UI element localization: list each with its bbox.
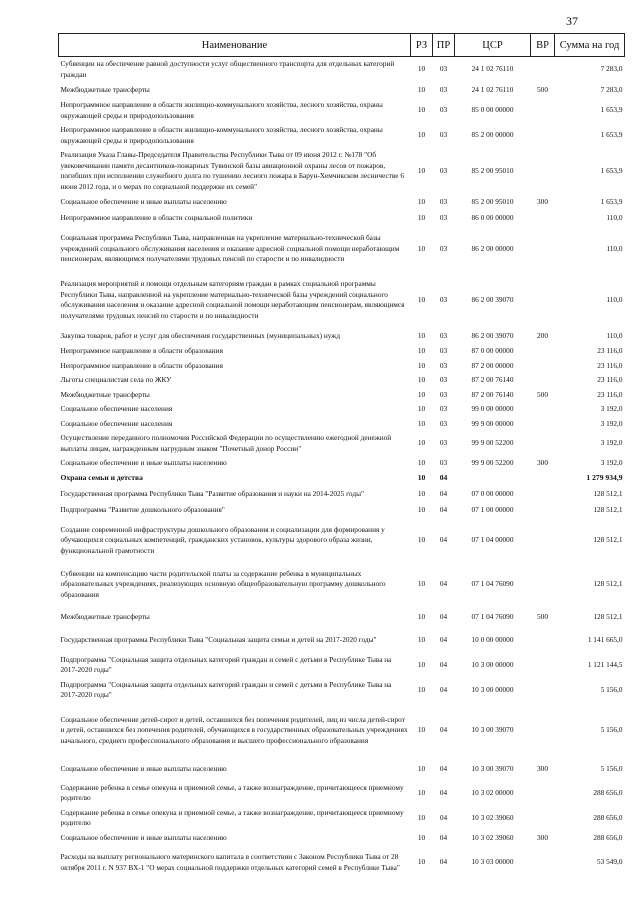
row-csr: 07 1 04 76090 — [471, 612, 514, 622]
row-csr: 07 1 00 00000 — [471, 505, 514, 515]
row-vr — [531, 629, 555, 653]
row-rz: 10 — [417, 612, 426, 622]
table-row — [59, 563, 625, 607]
row-name: Осуществление переданного полномочия Российской Федерации по осуществлению ежегодной денежной выплаты лицам, награжденным нагрудным знаком "Почетный донор России" — [60, 433, 392, 453]
row-name: Социальное обеспечение и иные выплаты населению — [60, 458, 227, 467]
row-csr — [455, 471, 531, 487]
row-pr: 03 — [439, 196, 448, 206]
row-rz: 10 — [417, 579, 426, 589]
row-csr: 99 0 00 00000 — [471, 404, 514, 413]
row-csr: 07 1 04 76090 — [471, 579, 514, 589]
row-name: Социальное обеспечение и иные выплаты населению — [60, 764, 227, 774]
row-pr: 04 — [439, 489, 448, 499]
row-rz: 10 — [417, 346, 426, 355]
row-rz: 10 — [417, 812, 426, 822]
row-csr: 10 3 02 39060 — [471, 833, 514, 843]
row-pr: 04 — [439, 812, 448, 822]
row-vr — [531, 678, 555, 703]
row-rz: 10 — [417, 725, 426, 735]
table-row — [59, 503, 625, 519]
row-name: Субвенции на компенсацию части родительской платы за содержание ребенка в муниципальных образовательных учреждениях, реализующих основную общеобразовательную программу дошкольного образования — [60, 568, 386, 599]
row-sum: 23 116,0 — [597, 389, 623, 399]
row-vr: 300 — [537, 458, 548, 467]
row-csr: 99 9 00 52200 — [471, 458, 514, 467]
header-csr: ЦСР — [455, 34, 531, 57]
row-sum: 1 653,9 — [600, 105, 623, 115]
table-row — [59, 82, 625, 98]
row-name: Государственная программа Республики Тыва "Социальная защита семьи и детей на 2017-2020 годы" — [60, 635, 377, 645]
row-vr — [531, 781, 555, 806]
table-row — [59, 456, 625, 471]
row-sum: 288 656,0 — [593, 833, 623, 843]
row-pr: 03 — [439, 375, 448, 384]
row-vr — [531, 519, 555, 563]
row-pr: 04 — [439, 505, 448, 515]
row-name: Содержание ребенка в семье опекуна и приемной семье, а также вознаграждение, причитающееся приемному родителю — [60, 807, 404, 827]
row-csr: 10 3 00 39070 — [471, 725, 514, 735]
row-name: Охрана семьи и детства — [60, 473, 143, 483]
row-sum: 1 121 144,5 — [587, 659, 623, 669]
header-rz: РЗ — [411, 34, 433, 57]
row-rz: 10 — [417, 330, 426, 340]
row-pr: 03 — [439, 84, 448, 94]
row-rz: 10 — [417, 375, 426, 384]
row-vr — [531, 847, 555, 879]
row-name: Льготы специалистам села по ЖКУ — [60, 375, 172, 384]
row-name: Подпрограмма "Социальная защита отдельных категорий граждан и семей с детьми в Республике Тыва на 2017-2020 годы" — [60, 679, 392, 699]
header-name: Наименование — [59, 34, 411, 57]
row-rz: 10 — [417, 438, 426, 448]
row-pr: 04 — [439, 833, 448, 843]
row-vr — [531, 503, 555, 519]
row-sum: 128 512,1 — [593, 505, 623, 515]
row-vr — [531, 703, 555, 759]
row-sum: 128 512,1 — [593, 535, 623, 545]
row-csr: 07 0 00 00000 — [471, 489, 514, 499]
row-sum: 3 192,0 — [600, 438, 623, 448]
row-sum: 110,0 — [606, 294, 623, 304]
row-sum: 128 512,1 — [593, 489, 623, 499]
table-row — [59, 402, 625, 417]
row-name: Социальное обеспечение и иные выплаты населению — [60, 833, 227, 843]
row-vr: 300 — [537, 764, 548, 774]
row-name: Реализация мероприятий и помощи отдельным категориям граждан в рамках социальной программы Республики Тыва, направленной на укрепление материально-технической базы учреждений социального обслуживания населения и оказание адресной социальной помощи неработающим пенсионерам, являющимся получателями трудовых пенсий по старости и по инвалидности — [60, 279, 405, 320]
row-rz: 10 — [417, 196, 426, 206]
row-vr: 500 — [537, 389, 548, 399]
row-rz: 10 — [417, 489, 426, 499]
row-name: Межбюджетные трансферты — [60, 84, 150, 94]
row-csr: 10 3 00 00000 — [471, 659, 514, 669]
header-sum: Сумма на год — [555, 34, 625, 57]
row-name: Межбюджетные трансферты — [60, 389, 150, 399]
row-pr: 04 — [439, 635, 448, 645]
table-header-row — [59, 34, 625, 57]
row-rz: 10 — [417, 659, 426, 669]
row-sum: 110,0 — [606, 212, 623, 222]
table-row — [59, 629, 625, 653]
row-pr: 03 — [439, 165, 448, 175]
row-vr — [531, 806, 555, 831]
table-row — [59, 359, 625, 374]
table-row — [59, 678, 625, 703]
row-sum: 1 653,9 — [600, 196, 623, 206]
row-rz: 10 — [417, 360, 426, 370]
table-row — [59, 781, 625, 806]
row-name: Непрограммное направление в области жилищно-коммунального хозяйства, лесного хозяйства, охраны окружающей среды и природопользования — [60, 125, 383, 145]
header-pr: ПР — [433, 34, 455, 57]
row-sum: 23 116,0 — [597, 346, 623, 355]
row-rz: 10 — [417, 243, 426, 253]
row-name: Подпрограмма "Развитие дошкольного образования" — [60, 505, 225, 515]
row-pr: 04 — [439, 579, 448, 589]
row-rz: 10 — [417, 535, 426, 545]
row-vr — [531, 471, 555, 487]
row-rz: 10 — [417, 418, 426, 428]
row-vr: 500 — [537, 612, 548, 622]
row-csr: 86 0 00 00000 — [471, 212, 514, 222]
row-vr — [531, 431, 555, 456]
row-csr: 86 2 00 39070 — [471, 294, 514, 304]
row-name: Социальное обеспечение населения — [60, 418, 173, 428]
table-row — [59, 831, 625, 847]
row-vr — [531, 98, 555, 123]
row-sum: 1 653,9 — [600, 130, 623, 140]
row-csr: 10 3 03 00000 — [471, 857, 514, 867]
row-pr: 04 — [439, 684, 448, 694]
table-row — [59, 431, 625, 456]
row-sum: 110,0 — [606, 243, 623, 253]
table-row — [59, 607, 625, 629]
row-vr — [531, 417, 555, 432]
row-pr: 04 — [439, 725, 448, 735]
row-sum: 110,0 — [606, 330, 623, 340]
row-name: Содержание ребенка в семье опекуна и приемной семье, а также вознаграждение, причитающееся приемному родителю — [60, 782, 404, 802]
row-vr: 300 — [537, 833, 548, 843]
row-pr: 03 — [439, 458, 448, 467]
budget-table — [58, 33, 625, 879]
row-vr — [531, 272, 555, 328]
table-row — [59, 487, 625, 503]
table-row — [59, 847, 625, 879]
row-name: Расходы на выплату регионального материнского капитала в соответствии с Законом Республики Тыва от 28 октября 2011 г. N 937 ВХ-1 "О мерах социальной поддержки отдельных категорий семей в Республике Тыва" — [60, 852, 400, 872]
row-vr — [531, 402, 555, 417]
table-row — [59, 226, 625, 272]
row-pr: 03 — [439, 64, 448, 74]
row-rz: 10 — [417, 764, 426, 774]
row-rz: 10 — [417, 105, 426, 115]
row-vr — [531, 344, 555, 359]
table-row — [59, 806, 625, 831]
row-vr: 300 — [537, 196, 548, 206]
row-vr: 200 — [537, 330, 548, 340]
row-sum: 1 141 665,0 — [587, 635, 623, 645]
row-pr: 04 — [439, 473, 448, 483]
row-name: Социальная программа Республики Тыва, направленная на укрепление материально-технической базы учреждений социального обслуживания населения и оказание адресной социальной помощи неработающим пенсионерам, являющимся получателями трудовых пенсий по старости и по инвалидности — [60, 233, 400, 264]
row-pr: 03 — [439, 212, 448, 222]
row-rz: 10 — [417, 473, 426, 483]
table-row — [59, 373, 625, 388]
row-sum: 23 116,0 — [597, 360, 623, 370]
row-vr — [531, 373, 555, 388]
table-row — [59, 194, 625, 210]
table-row — [59, 328, 625, 344]
row-rz: 10 — [417, 505, 426, 515]
row-csr: 86 2 00 39070 — [471, 330, 514, 340]
row-pr: 03 — [439, 438, 448, 448]
table-row — [59, 272, 625, 328]
row-sum: 23 116,0 — [597, 375, 623, 384]
header-vr: ВР — [531, 34, 555, 57]
row-vr — [531, 148, 555, 194]
row-rz: 10 — [417, 294, 426, 304]
row-name: Реализация Указа Главы-Председателя Правительства Республики Тыва от 09 июня 2012 г. №178 "Об увековечивании памяти десантников-пожарных Тувинской базы авиационной охраны лесов от пожаров, погибших при исполнении служебного долга по тушению лесного пожара в Барун-Хемчикском лесничестве 6 июня 2012 года, и о мерах по социальной поддержке их семей" — [60, 150, 404, 191]
row-name: Непрограммное направление в области образования — [60, 346, 223, 355]
row-pr: 03 — [439, 130, 448, 140]
row-vr: 500 — [537, 84, 548, 94]
row-name: Непрограммное направление в области социальной политики — [60, 212, 253, 222]
row-rz: 10 — [417, 458, 426, 467]
table-row — [59, 57, 625, 83]
row-vr — [531, 653, 555, 678]
row-pr: 03 — [439, 389, 448, 399]
row-rz: 10 — [417, 857, 426, 867]
table-row — [59, 519, 625, 563]
row-csr: 10 0 00 00000 — [471, 635, 514, 645]
table-row — [59, 417, 625, 432]
row-sum: 3 192,0 — [600, 418, 623, 428]
table-row — [59, 210, 625, 226]
row-pr: 04 — [439, 535, 448, 545]
table-row — [59, 471, 625, 487]
row-name: Закупка товаров, работ и услуг для обеспечения государственных (муниципальных) нужд — [60, 330, 341, 340]
row-name: Непрограммное направление в области образования — [60, 360, 223, 370]
row-rz: 10 — [417, 389, 426, 399]
row-sum: 288 656,0 — [593, 812, 623, 822]
row-sum: 5 156,0 — [600, 764, 623, 774]
row-name: Социальное обеспечение детей-сирот и детей, оставшихся без попечения родителей, лиц из числа детей-сирот и детей, оставшихся без попечения родителей, обучающихся в государственных образовательных учреждениях начального, среднего профессионального образования и высшего профессионального образования — [60, 714, 408, 745]
row-vr — [531, 123, 555, 148]
row-rz: 10 — [417, 165, 426, 175]
row-csr: 10 3 00 00000 — [471, 684, 514, 694]
row-csr: 85 2 00 95010 — [471, 196, 514, 206]
row-csr: 10 3 00 39070 — [471, 764, 514, 774]
row-name: Государственная программа Республики Тыва "Развитие образования и науки на 2014-2025 годы" — [60, 489, 364, 499]
row-pr: 03 — [439, 294, 448, 304]
row-name: Подпрограмма "Социальная защита отдельных категорий граждан и семей с детьми в Республике Тыва на 2017-2020 годы" — [60, 654, 392, 674]
table-row — [59, 148, 625, 194]
row-sum: 7 283,0 — [600, 84, 623, 94]
row-rz: 10 — [417, 684, 426, 694]
row-csr: 86 2 00 00000 — [471, 243, 514, 253]
row-sum: 3 192,0 — [600, 404, 623, 413]
row-pr: 04 — [439, 659, 448, 669]
row-csr: 85 0 00 00000 — [471, 105, 514, 115]
row-sum: 288 656,0 — [593, 787, 623, 797]
row-csr: 87 0 00 00000 — [471, 346, 514, 355]
row-rz: 10 — [417, 404, 426, 413]
row-vr — [531, 487, 555, 503]
table-row — [59, 703, 625, 759]
row-name: Межбюджетные трансферты — [60, 612, 150, 622]
row-csr: 10 3 02 00000 — [471, 787, 514, 797]
table-row — [59, 123, 625, 148]
row-rz: 10 — [417, 64, 426, 74]
row-rz: 10 — [417, 787, 426, 797]
row-rz: 10 — [417, 635, 426, 645]
row-pr: 04 — [439, 857, 448, 867]
row-sum: 128 512,1 — [593, 612, 623, 622]
row-csr: 99 9 00 00000 — [471, 418, 514, 428]
row-pr: 03 — [439, 418, 448, 428]
row-csr: 99 9 00 52200 — [471, 438, 514, 448]
row-sum: 3 192,0 — [600, 458, 623, 467]
row-csr: 85 2 00 00000 — [471, 130, 514, 140]
row-sum: 128 512,1 — [593, 579, 623, 589]
table-row — [59, 759, 625, 781]
row-sum: 7 283,0 — [600, 64, 623, 74]
row-csr: 87 2 00 76140 — [471, 375, 514, 384]
row-name: Создание современной инфраструктуры дошкольного образования и социализации для формирования у обучающихся социальных компетенций, гражданских установок, культуры здорового образа жизни, функциональной грамотности — [60, 524, 385, 555]
row-csr: 24 1 02 76110 — [471, 84, 514, 94]
row-pr: 04 — [439, 612, 448, 622]
row-vr — [531, 359, 555, 374]
row-csr: 85 2 00 95010 — [471, 165, 514, 175]
row-name: Субвенции на обеспечение равной доступности услуг общественного транспорта для отдельных категорий граждан — [60, 59, 395, 79]
row-vr — [531, 57, 555, 83]
row-rz: 10 — [417, 84, 426, 94]
row-pr: 03 — [439, 346, 448, 355]
table-row — [59, 98, 625, 123]
row-vr — [531, 563, 555, 607]
row-name: Непрограммное направление в области жилищно-коммунального хозяйства, лесного хозяйства, охраны окружающей среды и природопользования — [60, 100, 383, 120]
row-rz: 10 — [417, 212, 426, 222]
table-row — [59, 344, 625, 359]
row-csr: 10 3 02 39060 — [471, 812, 514, 822]
table-body — [59, 57, 625, 879]
row-pr: 03 — [439, 243, 448, 253]
table-row — [59, 653, 625, 678]
row-rz: 10 — [417, 130, 426, 140]
row-sum: 53 549,0 — [596, 857, 623, 867]
row-pr: 04 — [439, 787, 448, 797]
row-pr: 03 — [439, 360, 448, 370]
row-csr: 87 2 00 76140 — [471, 389, 514, 399]
row-vr — [531, 210, 555, 226]
table-row — [59, 388, 625, 403]
row-csr: 07 1 04 00000 — [471, 535, 514, 545]
row-pr: 04 — [439, 764, 448, 774]
row-sum: 5 156,0 — [600, 684, 623, 694]
row-vr — [531, 226, 555, 272]
row-pr: 03 — [439, 105, 448, 115]
row-csr: 24 1 02 76110 — [471, 64, 514, 74]
row-name: Социальное обеспечение и иные выплаты населению — [60, 196, 227, 206]
row-csr: 87 2 00 00000 — [471, 360, 514, 370]
row-sum: 1 279 934,9 — [586, 473, 623, 483]
row-pr: 03 — [439, 330, 448, 340]
row-sum: 5 156,0 — [600, 725, 623, 735]
row-name: Социальное обеспечение населения — [60, 404, 173, 413]
page-number: 37 — [566, 14, 578, 28]
row-rz: 10 — [417, 833, 426, 843]
row-sum: 1 653,9 — [600, 165, 623, 175]
row-pr: 03 — [439, 404, 448, 413]
